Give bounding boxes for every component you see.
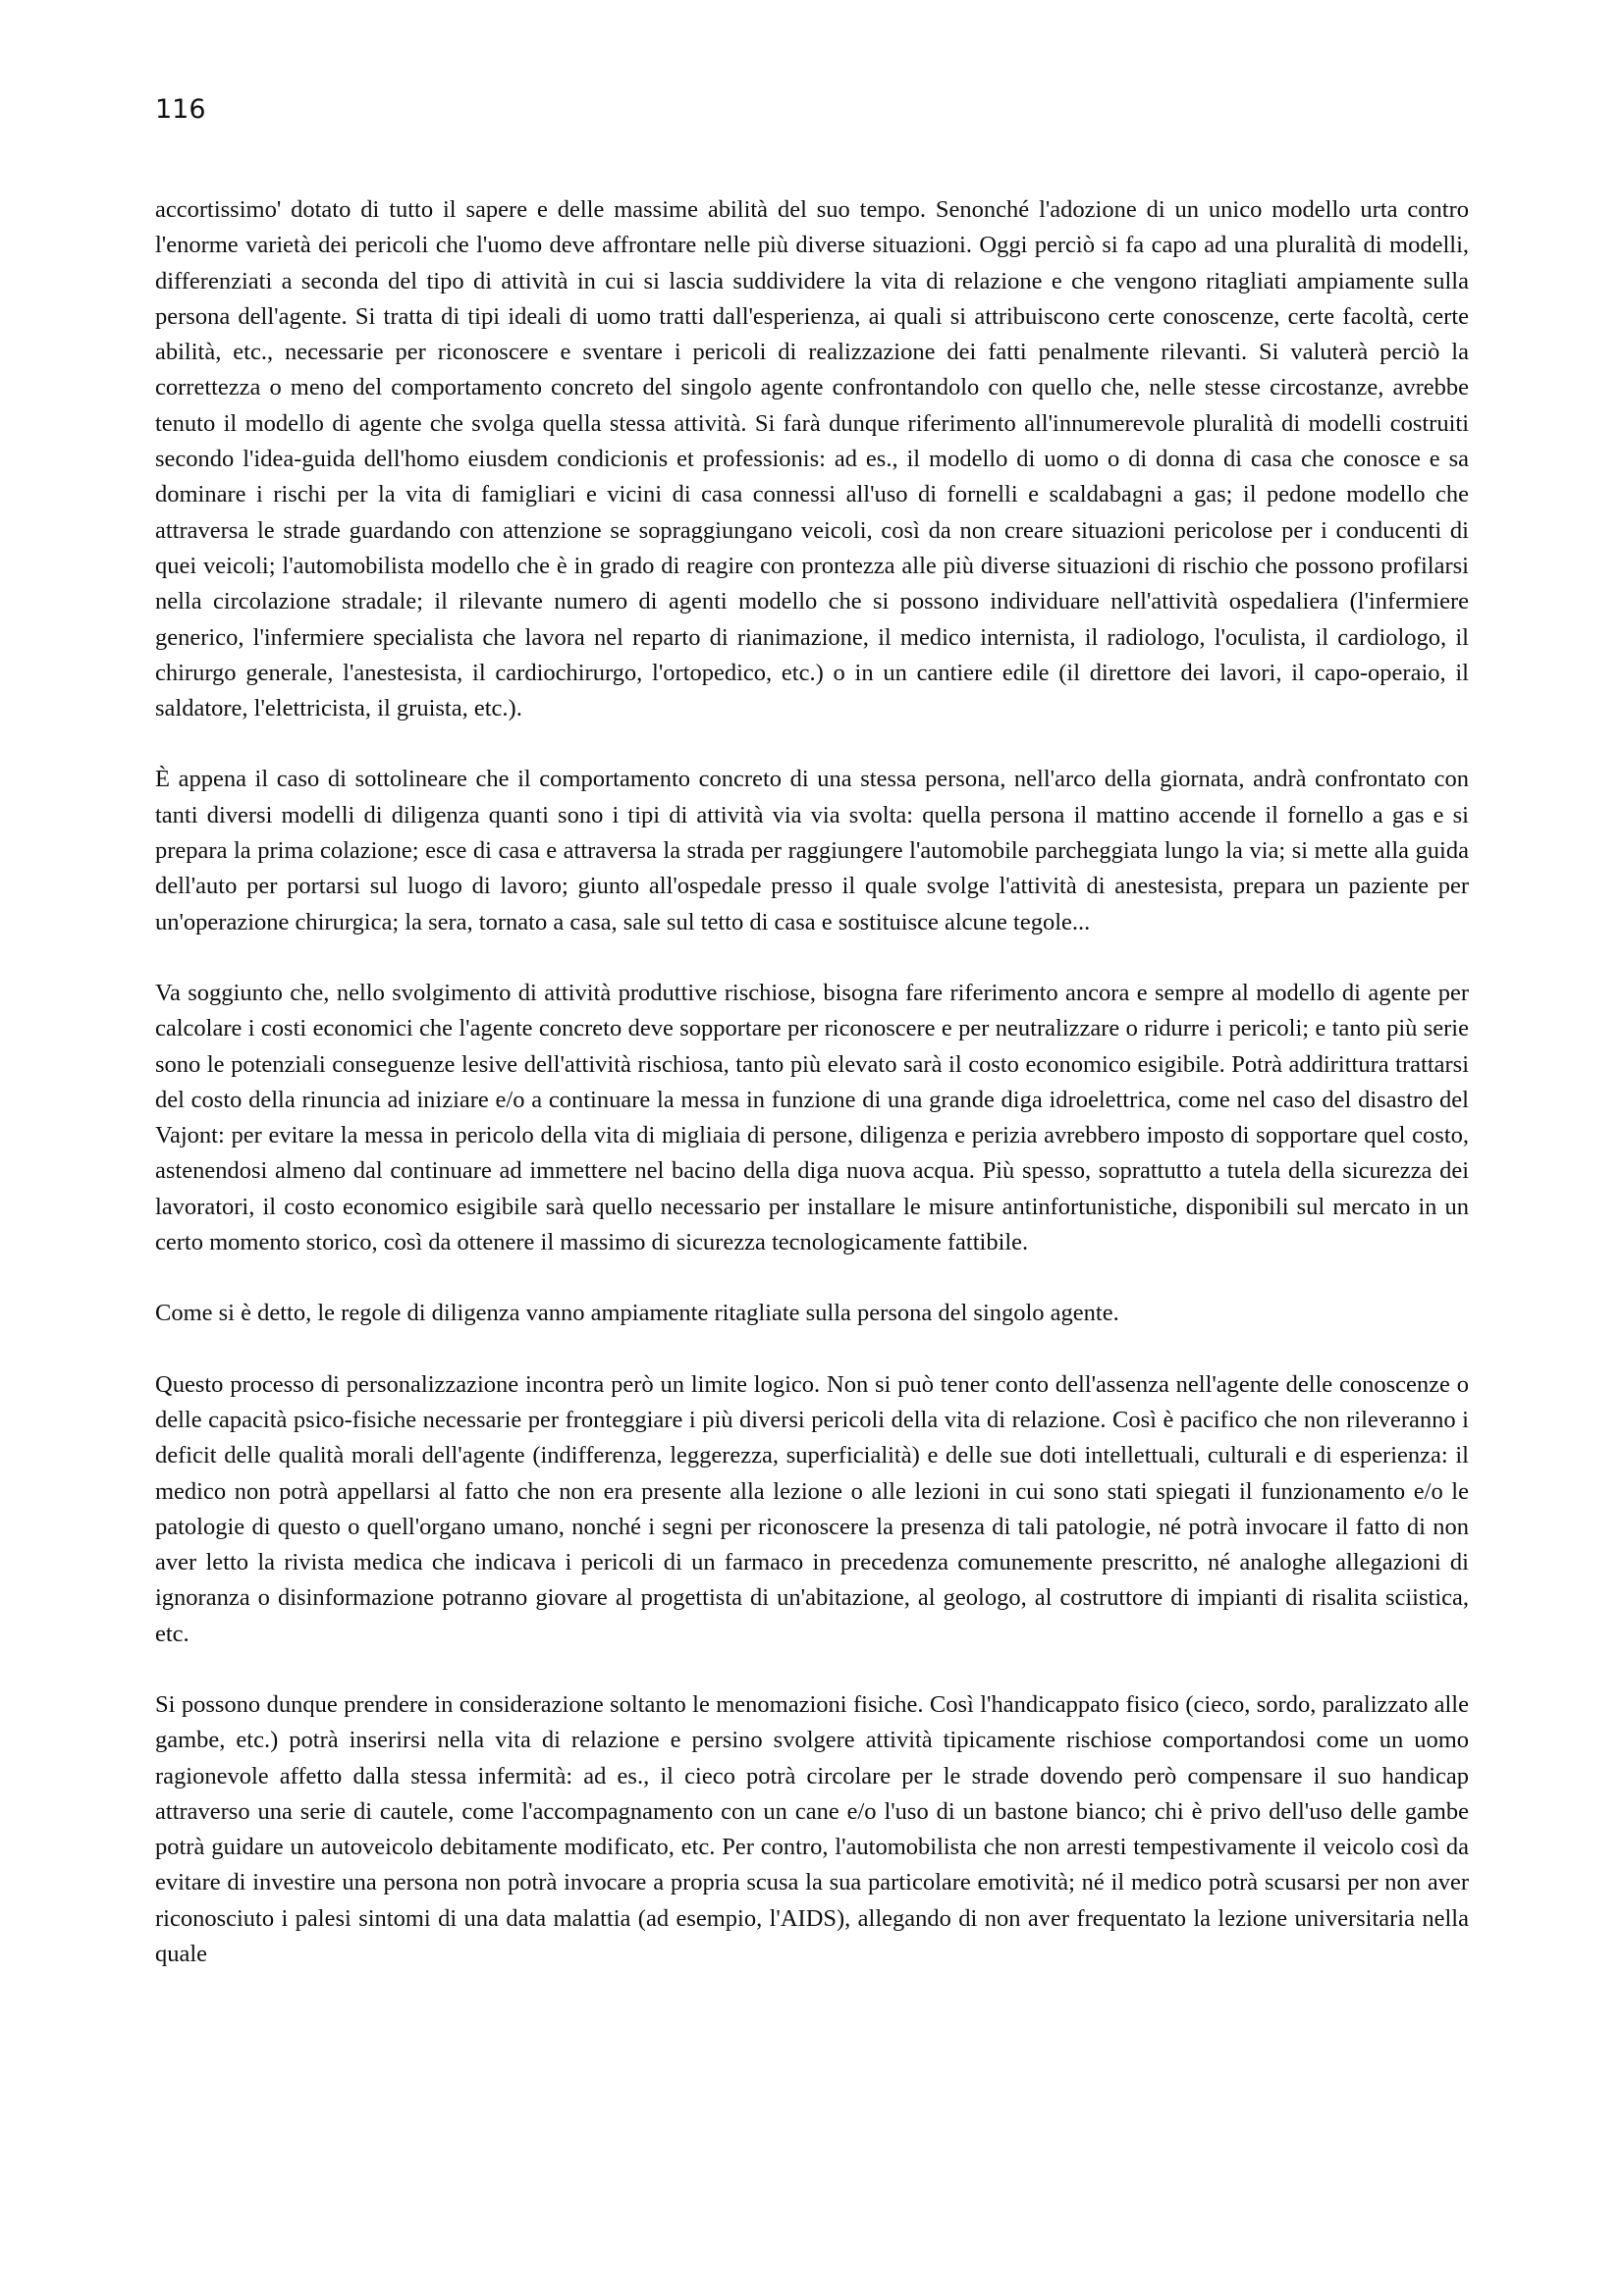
paragraph-3: Va soggiunto che, nello svolgimento di attività produttive rischiose, bisogna fare riferimento ancora e sempre al modello di agente per calcolare i costi economici che l'agente concreto deve sopportare per riconoscere e per neutralizzare o ridurre i pericoli; e tanto più serie sono le potenziali conseguenze lesive dell'attività rischiosa, tanto più elevato sarà il costo economico esigibile. Potrà addirittura trattarsi del costo della rinuncia ad iniziare e/o a continuare la messa in funzione di una grande diga idroelettrica, come nel caso del disastro del Vajont: per evitare la messa in pericolo della vita di migliaia di persone, diligenza e perizia avrebbero imposto di sopportare quel costo, astenendosi almeno dal continuare ad immettere nel bacino della diga nuova acqua. Più spesso, soprattutto a tutela della sicurezza dei lavoratori, il costo economico esigibile sarà quello necessario per installare le misure antinfortunistiche, disponibili sul mercato in un certo momento storico, così da ottenere il massimo di sicurezza tecnologicamente fattibile. <box>155 979 1469 1256</box>
body-text <box>155 192 1469 2007</box>
paragraph-5: Questo processo di personalizzazione incontra però un limite logico. Non si può tener conto dell'assenza nell'agente delle conoscenze o delle capacità psico-fisiche necessarie per fronteggiare i più diversi pericoli della vita di relazione. Così è pacifico che non rileveranno i deficit delle qualità morali dell'agente (indifferenza, leggerezza, superficialità) e delle sue doti intellettuali, culturali e di esperienza: il medico non potrà appellarsi al fatto che non era presente alla lezione o alle lezioni in cui sono stati spiegati il funzionamento e/o le patologie di questo o quell'organo umano, nonché i segni per riconoscere la presenza di tali patologie, né potrà invocare il fatto di non aver letto la rivista medica che indicava i pericoli di un farmaco in precedenza comunemente prescritto, né analoghe allegazioni di ignoranza o disinformazione potranno giovare al progettista di un'abitazione, al geologo, al costruttore di impianti di risalita sciistica, etc. <box>155 1370 1469 1647</box>
paragraph-4: Come si è detto, le regole di diligenza vanno ampiamente ritagliate sulla persona del singolo agente. <box>155 1300 1119 1327</box>
paragraph-6: Si possono dunque prendere in considerazione soltanto le menomazioni fisiche. Così l'handicappato fisico (cieco, sordo, paralizzato alle gambe, etc.) potrà inserirsi nella vita di relazione e persino svolgere attività tipicamente rischiose comportandosi come un uomo ragionevole affetto dalla stessa infermità: ad es., il cieco potrà circolare per le strade dovendo però compensare il suo handicap attraverso una serie di cautele, come l'accompagnamento con un cane e/o l'uso di un bastone bianco; chi è privo dell'uso delle gambe potrà guidare un autoveicolo debitamente modificato, etc. Per contro, l'automobilista che non arresti tempestivamente il veicolo così da evitare di investire una persona non potrà invocare a propria scusa la sua particolare emotività; né il medico potrà scusarsi per non aver riconosciuto i palesi sintomi di una data malattia (ad esempio, l'AIDS), allegando di non aver frequentato la lezione universitaria nella quale <box>155 1690 1469 1968</box>
paragraph-2: È appena il caso di sottolineare che il comportamento concreto di una stessa persona, nell'arco della giornata, andrà confrontato con tanti diversi modelli di diligenza quanti sono i tipi di attività via via svolta: quella persona il mattino accende il fornello a gas e si prepara la prima colazione; esce di casa e attraversa la strada per raggiungere l'automobile parcheggiata lungo la via; si mette alla guida dell'auto per portarsi sul luogo di lavoro; giunto all'ospedale presso il quale svolge l'attività di anestesista, prepara un paziente per un'operazione chirurgica; la sera, tornato a casa, sale sul tetto di casa e sostituisce alcune tegole... <box>155 766 1469 935</box>
paragraph-1: accortissimo' dotato di tutto il sapere e delle massime abilità del suo tempo. Senonché l'adozione di un unico modello urta contro l'enorme varietà dei pericoli che l'uomo deve affrontare nelle più diverse situazioni. Oggi perciò si fa capo ad una pluralità di modelli, differenziati a seconda del tipo di attività in cui si lascia suddividere la vita di relazione e che vengono ritagliati ampiamente sulla persona dell'agente. Si tratta di tipi ideali di uomo tratti dall'esperienza, ai quali si attribuiscono certe conoscenze, certe facoltà, certe abilità, etc., necessarie per riconoscere e sventare i pericoli di realizzazione dei fatti penalmente rilevanti. Si valuterà perciò la correttezza o meno del comportamento concreto del singolo agente confrontandolo con quello che, nelle stesse circostanze, avrebbe tenuto il modello di agente che svolga quella stessa attività. Si farà dunque riferimento all'innumerevole pluralità di modelli costruiti secondo l'idea-guida dell'homo eiusdem condicionis et professionis: ad es., il modello di uomo o di donna di casa che conosce e sa dominare i rischi per la vita di famigliari e vicini di casa connessi all'uso di fornelli e scaldabagni a gas; il pedone modello che attraversa le strade guardando con attenzione se sopraggiungano veicoli, così da non creare situazioni pericolose per i conducenti di quei veicoli; l'automobilista modello che è in grado di reagire con prontezza alle più diverse situazioni di rischio che possono profilarsi nella circolazione stradale; il rilevante numero di agenti modello che si possono individuare nell'attività ospedaliera (l'infermiere generico, l'infermiere specialista che lavora nel reparto di rianimazione, il medico internista, il radiologo, l'oculista, il cardiologo, il chirurgo generale, l'anestesista, il cardiochirurgo, l'ortopedico, etc.) o in un cantiere edile (il direttore dei lavori, il capo-operaio, il saldatore, l'elettricista, il gruista, etc.). <box>155 196 1469 722</box>
page-number: 116 <box>155 94 206 125</box>
